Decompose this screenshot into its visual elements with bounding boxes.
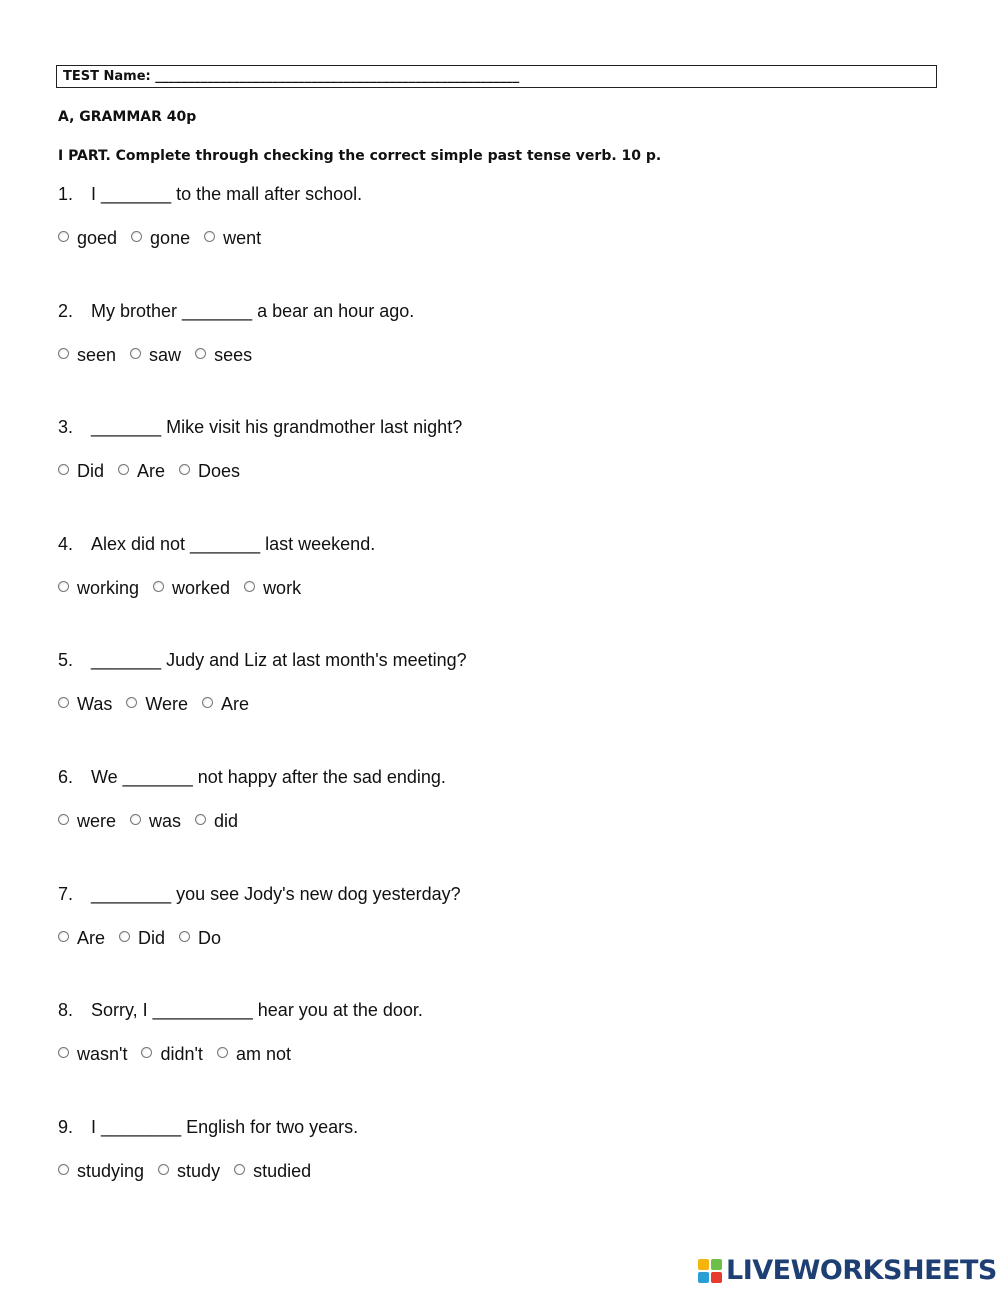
option-label: seen xyxy=(77,345,117,365)
radio-button-icon[interactable] xyxy=(202,697,213,708)
option-label: were xyxy=(77,811,117,831)
radio-button-icon[interactable] xyxy=(58,348,69,359)
question-text: I ________ English for two years. xyxy=(91,1117,359,1137)
radio-button-icon[interactable] xyxy=(58,464,69,475)
radio-button-icon[interactable] xyxy=(131,231,142,242)
option-choice[interactable] xyxy=(58,928,105,949)
logo-text: LIVEWORKSHEETS xyxy=(726,1255,997,1286)
question-number: 1. xyxy=(58,184,74,204)
radio-button-icon[interactable] xyxy=(244,581,255,592)
question-1 xyxy=(58,184,362,205)
question-4 xyxy=(58,534,375,555)
radio-button-icon[interactable] xyxy=(58,697,69,708)
option-choice[interactable] xyxy=(179,461,240,482)
radio-button-icon[interactable] xyxy=(204,231,215,242)
option-choice[interactable] xyxy=(119,928,165,949)
logo-square xyxy=(711,1272,722,1283)
option-choice[interactable] xyxy=(131,228,190,249)
option-label: saw xyxy=(149,345,182,365)
question-text: My brother _______ a bear an hour ago. xyxy=(91,301,415,321)
option-choice[interactable] xyxy=(58,1161,144,1182)
option-choice[interactable] xyxy=(58,811,116,832)
question-text: I _______ to the mall after school. xyxy=(91,184,363,204)
question-2 xyxy=(58,301,414,322)
option-choice[interactable] xyxy=(130,345,181,366)
question-number: 8. xyxy=(58,1000,74,1020)
option-label: Are xyxy=(77,928,106,948)
option-label: working xyxy=(77,578,140,598)
instructions: I PART. Complete through checking the correct simple past tense verb. 10 p. xyxy=(58,148,662,164)
option-label: goed xyxy=(77,228,118,248)
option-choice[interactable] xyxy=(58,461,104,482)
radio-button-icon[interactable] xyxy=(130,348,141,359)
option-label: am not xyxy=(235,1044,291,1064)
option-label: wasn't xyxy=(77,1044,128,1064)
option-choice[interactable] xyxy=(204,228,261,249)
radio-button-icon[interactable] xyxy=(141,1047,152,1058)
question-number: 6. xyxy=(58,767,74,787)
options-2 xyxy=(58,345,266,366)
option-choice[interactable] xyxy=(202,694,249,715)
option-choice[interactable] xyxy=(58,578,139,599)
options-3 xyxy=(58,461,254,482)
radio-button-icon[interactable] xyxy=(234,1164,245,1175)
radio-button-icon[interactable] xyxy=(58,1047,69,1058)
option-label: Are xyxy=(137,461,166,481)
radio-button-icon[interactable] xyxy=(58,814,69,825)
option-label: Was xyxy=(77,694,113,714)
option-label: gone xyxy=(150,228,191,248)
option-choice[interactable] xyxy=(130,811,181,832)
radio-button-icon[interactable] xyxy=(195,814,206,825)
question-5 xyxy=(58,650,467,671)
section-title: A, GRAMMAR 40p xyxy=(58,109,197,125)
radio-button-icon[interactable] xyxy=(126,697,137,708)
radio-button-icon[interactable] xyxy=(179,464,190,475)
option-choice[interactable] xyxy=(234,1161,311,1182)
option-choice[interactable] xyxy=(58,1044,127,1065)
option-choice[interactable] xyxy=(195,811,238,832)
radio-button-icon[interactable] xyxy=(217,1047,228,1058)
radio-button-icon[interactable] xyxy=(158,1164,169,1175)
question-number: 3. xyxy=(58,417,74,437)
question-number: 9. xyxy=(58,1117,74,1137)
radio-button-icon[interactable] xyxy=(119,931,130,942)
option-choice[interactable] xyxy=(158,1161,220,1182)
question-number: 4. xyxy=(58,534,74,554)
option-label: didn't xyxy=(160,1044,203,1064)
options-1 xyxy=(58,228,275,249)
option-choice[interactable] xyxy=(58,228,117,249)
question-7 xyxy=(58,884,461,905)
option-label: Are xyxy=(221,694,250,714)
option-label: Did xyxy=(138,928,166,948)
question-text: _______ Judy and Liz at last month's meeting? xyxy=(91,650,467,670)
options-9 xyxy=(58,1161,325,1182)
radio-button-icon[interactable] xyxy=(58,1164,69,1175)
option-label: studied xyxy=(253,1161,312,1181)
option-choice[interactable] xyxy=(141,1044,202,1065)
option-label: was xyxy=(149,811,182,831)
logo-square xyxy=(711,1259,722,1270)
options-8 xyxy=(58,1044,305,1065)
option-label: work xyxy=(263,578,302,598)
question-number: 2. xyxy=(58,301,74,321)
options-4 xyxy=(58,578,315,599)
option-label: Did xyxy=(77,461,105,481)
option-label: sees xyxy=(214,345,253,365)
options-6 xyxy=(58,811,252,832)
question-text: _______ Mike visit his grandmother last night? xyxy=(91,417,463,437)
option-choice[interactable] xyxy=(118,461,165,482)
logo-square xyxy=(698,1259,709,1270)
question-9 xyxy=(58,1117,358,1138)
question-number: 7. xyxy=(58,884,74,904)
liveworksheets-logo xyxy=(698,1255,997,1286)
option-choice[interactable] xyxy=(58,694,112,715)
radio-button-icon[interactable] xyxy=(179,931,190,942)
option-label: went xyxy=(223,228,262,248)
option-choice[interactable] xyxy=(244,578,301,599)
question-text: ________ you see Jody's new dog yesterday? xyxy=(91,884,461,904)
test-name-header xyxy=(56,65,937,88)
option-label: worked xyxy=(172,578,231,598)
radio-button-icon[interactable] xyxy=(58,931,69,942)
option-label: Does xyxy=(198,461,241,481)
question-8 xyxy=(58,1000,423,1021)
question-6 xyxy=(58,767,446,788)
option-choice[interactable] xyxy=(195,345,252,366)
options-5 xyxy=(58,694,263,715)
option-label: study xyxy=(177,1161,221,1181)
option-label: did xyxy=(214,811,239,831)
radio-button-icon[interactable] xyxy=(58,581,69,592)
header-text: TEST Name: ________________________________________________________ xyxy=(63,69,520,84)
option-label: studying xyxy=(77,1161,145,1181)
question-text: We _______ not happy after the sad ending. xyxy=(91,767,446,787)
option-label: Do xyxy=(198,928,222,948)
option-label: Were xyxy=(145,694,189,714)
option-choice[interactable] xyxy=(126,694,188,715)
options-7 xyxy=(58,928,235,949)
radio-button-icon[interactable] xyxy=(58,231,69,242)
option-choice[interactable] xyxy=(179,928,221,949)
radio-button-icon[interactable] xyxy=(195,348,206,359)
question-3 xyxy=(58,417,462,438)
question-text: Alex did not _______ last weekend. xyxy=(91,534,376,554)
question-number: 5. xyxy=(58,650,74,670)
radio-button-icon[interactable] xyxy=(118,464,129,475)
logo-mark-icon xyxy=(698,1259,722,1283)
logo-square xyxy=(698,1272,709,1283)
option-choice[interactable] xyxy=(217,1044,291,1065)
question-text: Sorry, I __________ hear you at the door. xyxy=(91,1000,423,1020)
radio-button-icon[interactable] xyxy=(153,581,164,592)
radio-button-icon[interactable] xyxy=(130,814,141,825)
option-choice[interactable] xyxy=(58,345,116,366)
option-choice[interactable] xyxy=(153,578,230,599)
